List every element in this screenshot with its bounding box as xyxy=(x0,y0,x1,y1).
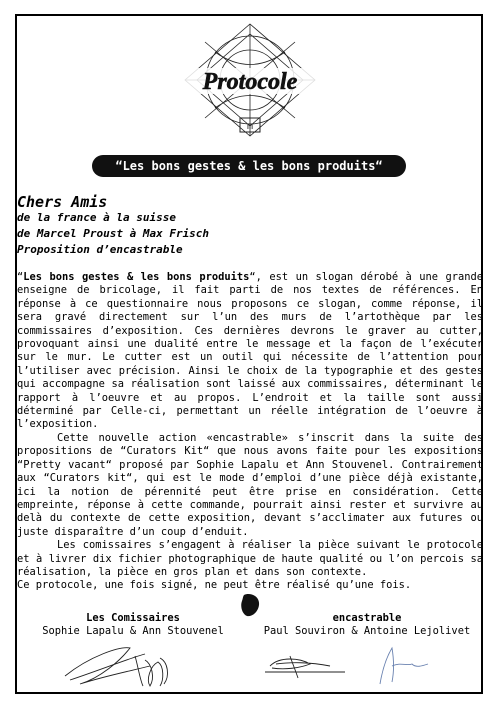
paragraph-1: “Les bons gestes & les bons produits“, est un slogan dérobé à une grande enseigne de bricolage, il fait parti de nos textes de références. En réponse à ce questionnaire nous proposons ce slogan, comme réponse, il sera gravé directement sur l’un des murs de l’artothèque par les commissaires d’exposition. Ces dernières devrons le graver au cutter, provoquant ainsi une dualité entre le message et la façon de l’exécuter sur le mur. Le cutter est un outil qui nécessite de l’attention pour l’utiliser avec précision. Ainsi le choix de la typographie et des gestes qui accompagne sa réalisation sont laissé aux commissaires, déterminant le rapport à l’oeuvre et au propos. L’endroit et la taille sont aussi déterminé par Celle-ci, permettant un réelle intégration de l’oeuvre à l’exposition. xyxy=(17,271,483,431)
logo-badge: m xyxy=(246,121,254,132)
signature-right xyxy=(262,612,472,639)
greeting-line-2: de Marcel Proust à Max Frisch xyxy=(17,227,210,240)
right-signature-title: encastrable xyxy=(332,612,402,624)
greeting-line-3: Proposition d’encastrable xyxy=(17,243,183,256)
paragraph-3: Les comissaires s’engagent à réaliser la pièce suivant le protocole et à livrer dix fichier photographique de haute qualité ou l’on percois sa réalisation, la pièce en gros plan et dans son contexte. xyxy=(17,539,483,578)
paragraph-2: Cette nouvelle action «encastrable» s’inscrit dans la suite des propositions de “Curators Kit“ que nous avons faite pour les expositions “Pretty vacant“ proposé par Sophie Lapalu et Ann Stouvenel. Contrairement aux “Curators kit“, qui est le mode d’emploi d’une pièce déjà existante, ici la notion de pérennité peut être prise en considération. Cette empreinte, réponse à cette commande, pourrait ainsi rester et survivre au delà du contexte de cette exposition, devant s’acclimater aux futures ou juste disparaître d’un coup d’enduit. xyxy=(17,431,483,538)
protocole-logo xyxy=(175,22,325,140)
slogan-banner: “Les bons gestes & les bons produits“ xyxy=(92,155,406,177)
logo-text: Protocole xyxy=(202,69,298,95)
signature-left xyxy=(38,612,228,639)
left-signature-title: Les Comissaires xyxy=(86,612,180,624)
slogan-inline: Les bons gestes & les bons produits xyxy=(23,271,250,283)
right-signature-names: Paul Souviron & Antoine Lejolivet xyxy=(263,625,471,638)
paragraph-4: Ce protocole, une fois signé, ne peut être réalisé qu’une fois. xyxy=(17,579,412,592)
greeting-title: Chers Amis xyxy=(17,193,108,211)
left-signature-names: Sophie Lapalu & Ann Stouvenel xyxy=(42,625,224,638)
greeting-line-1: de la france à la suisse xyxy=(17,211,176,224)
letter-body xyxy=(17,271,483,593)
handwritten-signatures xyxy=(60,636,460,692)
ink-drop-icon xyxy=(238,592,262,618)
